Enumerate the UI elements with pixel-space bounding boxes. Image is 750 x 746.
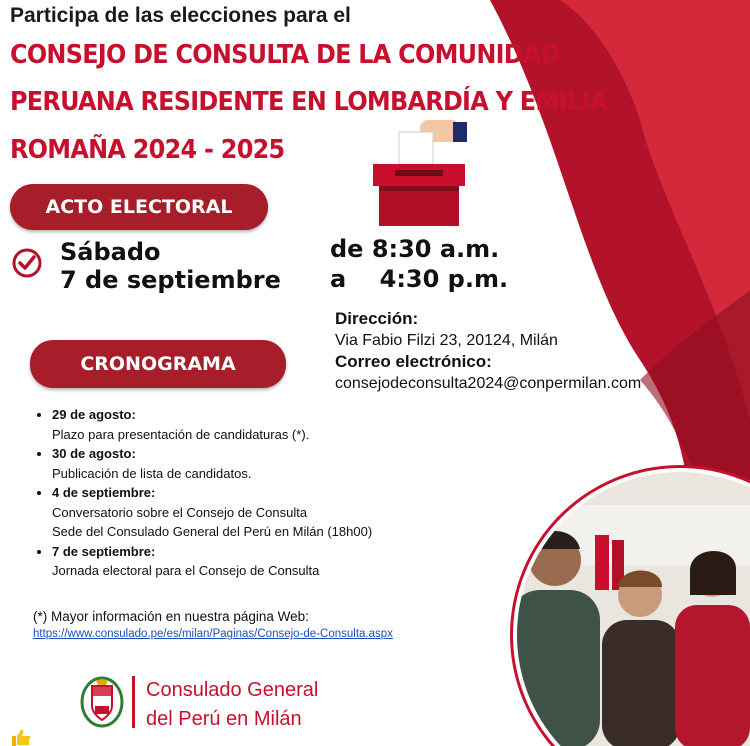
- schedule-date: 30 de agosto:: [52, 446, 136, 461]
- title-line-3: ROMAÑA 2024 - 2025: [10, 135, 285, 165]
- intro-heading: Participa de las elecciones para el: [10, 4, 351, 27]
- address-block: [335, 308, 641, 394]
- consulate-line-2: del Perú en Milán: [146, 708, 302, 730]
- list-item: [52, 483, 450, 542]
- election-day: Sábado: [60, 238, 161, 266]
- website-link[interactable]: https://www.consulado.pe/es/milan/Paginas/Consejo-de-Consulta.aspx: [33, 628, 393, 640]
- schedule-date: 29 de agosto:: [52, 407, 136, 422]
- title-line-1: CONSEJO DE CONSULTA DE LA COMUNIDAD: [10, 40, 560, 70]
- schedule-desc: Publicación de lista de candidatos.: [52, 465, 252, 481]
- thumbs-up-icon: [10, 728, 32, 746]
- list-item: [52, 542, 450, 581]
- divider: [132, 676, 135, 728]
- cronograma-list: [30, 405, 450, 581]
- cronograma-badge: CRONOGRAMA: [30, 340, 286, 388]
- consulate-line-1: Consulado General: [146, 679, 319, 701]
- list-item: [52, 405, 450, 444]
- address-label: Dirección:: [335, 309, 419, 328]
- group-photo: [500, 465, 750, 746]
- schedule-desc: Jornada electoral para el Consejo de Consulta: [52, 563, 320, 578]
- title-line-2: PERUANA RESIDENTE EN LOMBARDÍA Y EMILIA: [10, 87, 608, 117]
- schedule-desc: Sede del Consulado General del Perú en Milán (18h00): [52, 524, 373, 539]
- email-value[interactable]: consejodeconsulta2024@conpermilan.com: [335, 375, 642, 392]
- address-value: Via Fabio Filzi 23, 20124, Milán: [335, 332, 558, 349]
- coat-of-arms-seal: [80, 672, 124, 728]
- schedule-date: 4 de septiembre:: [52, 485, 156, 500]
- check-circle-icon: [12, 248, 42, 278]
- ballot-box-icon: [365, 120, 480, 230]
- more-info-note: (*) Mayor información en nuestra página Web:: [33, 609, 309, 624]
- consulate-name: [146, 676, 318, 734]
- schedule-desc: Conversatorio sobre el Consejo de Consulta: [52, 504, 308, 520]
- election-date: [60, 238, 281, 294]
- election-hours: de 8:30 a.m. a 4:30 p.m.: [330, 235, 509, 293]
- acto-electoral-badge: ACTO ELECTORAL: [10, 184, 268, 230]
- election-date-text: 7 de septiembre: [60, 266, 281, 294]
- list-item: [52, 444, 450, 483]
- schedule-desc: Plazo para presentación de candidaturas (*).: [52, 426, 310, 442]
- email-label: Correo electrónico:: [335, 352, 492, 371]
- schedule-date: 7 de septiembre:: [52, 543, 156, 559]
